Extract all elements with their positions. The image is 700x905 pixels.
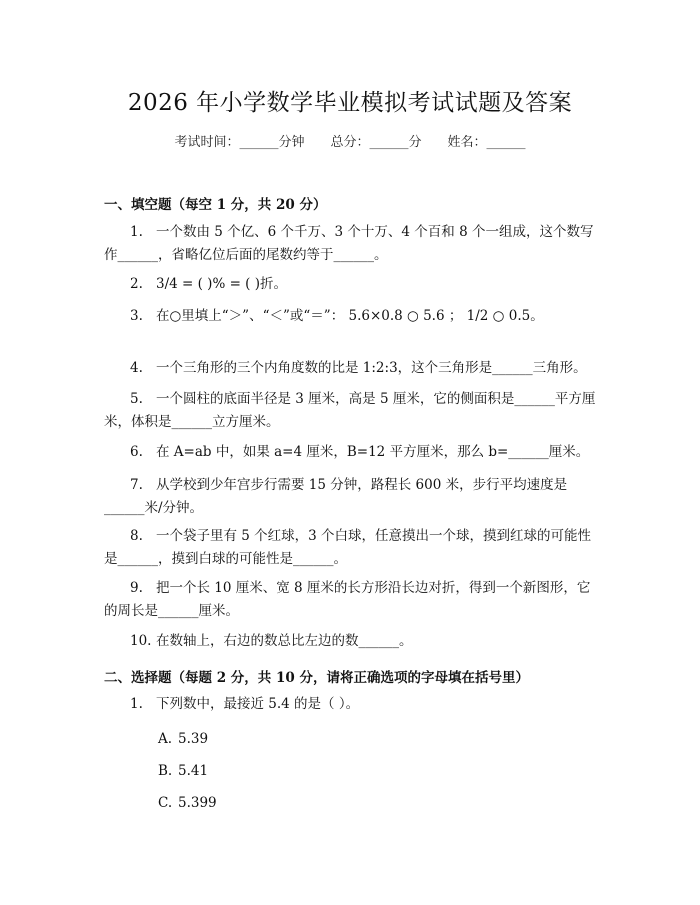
option-text: 5.39 (178, 731, 209, 747)
section-heading-multiple-choice: 二、选择题（每题 2 分，共 10 分，请将正确选项的字母填在括号里） (104, 670, 529, 686)
option-text: 5.399 (178, 795, 217, 811)
question-number: 1. (130, 224, 143, 240)
question-item (104, 474, 600, 520)
question-item (104, 441, 600, 464)
question-number: 9. (130, 580, 143, 596)
question-item (104, 357, 600, 380)
question-item (104, 577, 600, 623)
exam-time: 考试时间：______分钟 (174, 135, 305, 150)
question-number: 6. (130, 444, 143, 460)
section-heading-fill-in: 一、填空题（每空 1 分，共 20 分） (104, 197, 327, 213)
question-text: 3/4 = ( )% = ( )折。 (156, 276, 287, 292)
choice-option-b (158, 763, 208, 779)
question-number: 8. (130, 528, 143, 544)
question-item (104, 305, 600, 328)
page-title: 2026 年小学数学毕业模拟考试试题及答案 (127, 90, 573, 116)
question-number: 1. (130, 696, 143, 712)
option-letter: B. (158, 763, 173, 779)
student-name: 姓名：______ (447, 135, 526, 150)
question-number: 3. (130, 308, 143, 324)
question-item (104, 221, 600, 267)
question-number: 7. (130, 477, 143, 493)
question-number: 4. (130, 360, 143, 376)
question-text: 一个袋子里有 5 个红球，3 个白球，任意摸出一个球，摸到红球的可能性是______，摸到白球的可能性是______。 (104, 528, 592, 567)
question-number: 5. (130, 391, 143, 407)
choice-option-a (158, 731, 208, 747)
question-text: 下列数中，最接近 5.4 的是（ ）。 (156, 696, 360, 712)
question-item (104, 388, 600, 434)
choice-option-c (158, 795, 217, 811)
exam-meta (0, 131, 700, 150)
question-text: 在 A=ab 中，如果 a=4 厘米，B=12 平方厘米，那么 b=______厘米。 (156, 444, 590, 460)
question-text: 在数轴上，右边的数总比左边的数______。 (156, 633, 413, 649)
question-number: 2. (130, 276, 143, 292)
question-text: 把一个长 10 厘米、宽 8 厘米的长方形沿长边对折，得到一个新图形，它的周长是______厘米。 (104, 580, 591, 619)
question-item (104, 630, 600, 653)
question-text: 一个圆柱的底面半径是 3 厘米，高是 5 厘米，它的侧面积是______平方厘米，体积是______立方厘米。 (104, 391, 596, 430)
question-text: 一个数由 5 个亿、6 个千万、3 个十万、4 个百和 8 个一组成，这个数写作______，省略亿位后面的尾数约等于______。 (104, 224, 594, 263)
question-item (104, 525, 600, 571)
option-letter: A. (158, 731, 173, 747)
question-text: 在○里填上“＞”、“＜”或“＝”： 5.6×0.8 ○ 5.6 ； 1/2 ○ 0.5。 (156, 308, 544, 324)
question-item (104, 273, 600, 296)
exam-total-score: 总分：______分 (330, 135, 422, 150)
question-text: 从学校到少年宫步行需要 15 分钟，路程长 600 米，步行平均速度是______米/分钟。 (104, 477, 568, 516)
option-text: 5.41 (178, 763, 209, 779)
question-text: 一个三角形的三个内角度数的比是 1:2:3，这个三角形是______三角形。 (156, 360, 587, 376)
question-item (104, 693, 600, 716)
option-letter: C. (158, 795, 173, 811)
question-number: 10. (130, 633, 152, 649)
